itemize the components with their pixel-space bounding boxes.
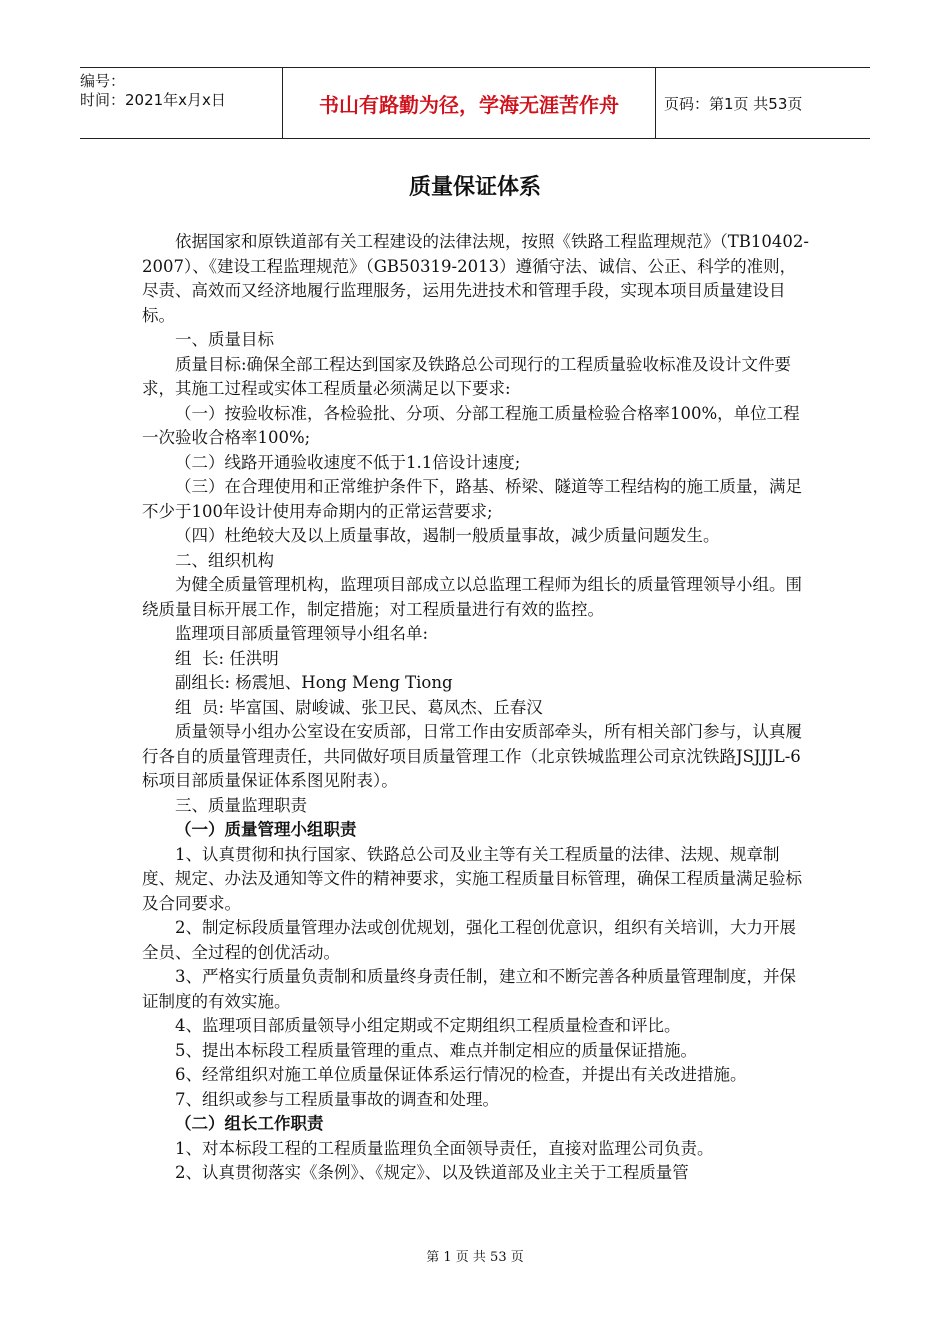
section-heading-2: 二、组织机构 (175, 550, 274, 570)
subsection-heading-group-duties: （一）质量管理小组职责 (175, 820, 357, 839)
intro-paragraph: 依据国家和原铁道部有关工程建设的法律法规，按照《铁路工程监理规范》（TB10402-2007）、《建设工程监理规范》（GB50319-2013）遵循守法、诚信、公正、科学的准则，尽责、高效而又经济地履行监理服务，运用先进技术和管理手段，实现本项目质量建设目标。 (142, 232, 809, 325)
leader-duty-item-1: 1、对本标段工程的工程质量监理负全面领导责任，直接对监理公司负责。 (175, 1138, 714, 1158)
member-leader: 组 长: 任洪明 (175, 648, 279, 668)
document-header (80, 67, 870, 139)
goal-item-4: （四）杜绝较大及以上质量事故，遏制一般质量事故，减少质量问题发生。 (175, 526, 720, 545)
page-footer: 第 1 页 共 53 页 (426, 1250, 524, 1265)
number-label: 编号： (80, 72, 126, 90)
document-title: 质量保证体系 (408, 175, 541, 200)
header-left-cell (80, 68, 282, 138)
duty-item-7: 7、组织或参与工程质量事故的调查和处理。 (175, 1089, 499, 1109)
section-heading-3: 三、质量监理职责 (175, 795, 307, 815)
office-paragraph: 质量领导小组办公室设在安质部，日常工作由安质部牵头，所有相关部门参与，认真履行各自的质量管理责任，共同做好项目质量管理工作（北京铁城监理公司京沈铁路JSJJJL-6标项目部质量保证体系图见附表）。 (142, 722, 802, 790)
goal-item-2: （二）线路开通验收速度不低于1.1倍设计速度; (175, 452, 521, 472)
goal-item-1: （一）按验收标准，各检验批、分项、分部工程施工质量检验合格率100%，单位工程一次验收合格率100%; (142, 403, 800, 447)
duty-item-4: 4、监理项目部质量领导小组定期或不定期组织工程质量检查和评比。 (175, 1016, 681, 1035)
organization-paragraph: 为健全质量管理机构，监理项目部成立以总监理工程师为组长的质量管理领导小组。围绕质量目标开展工作，制定措施；对工程质量进行有效的监控。 (142, 575, 802, 619)
goal-item-3: （三）在合理使用和正常维护条件下，路基、桥梁、隧道等工程结构的施工质量，满足不少于100年设计使用寿命期内的正常运营要求; (142, 477, 802, 521)
member-list-heading: 监理项目部质量管理领导小组名单: (175, 624, 429, 643)
duty-item-2: 2、制定标段质量管理办法或创优规划，强化工程创优意识，组织有关培训，大力开展全员、全过程的创优活动。 (142, 918, 796, 962)
time-label: 时间：2021年x月x日 (80, 91, 226, 109)
document-body (142, 230, 810, 1186)
leader-duty-item-2: 2、认真贯彻落实《条例》、《规定》、以及铁道部及业主关于工程质量管 (175, 1163, 689, 1182)
duty-item-6: 6、经常组织对施工单位质量保证体系运行情况的检查，并提出有关改进措施。 (175, 1065, 747, 1084)
subsection-heading-leader-duties: （二）组长工作职责 (175, 1114, 324, 1133)
duty-item-3: 3、严格实行质量负责制和质量终身责任制，建立和不断完善各种质量管理制度，并保证制度的有效实施。 (142, 967, 796, 1011)
header-page-label: 页码：第1页 共53页 (664, 94, 803, 113)
duty-item-1: 1、认真贯彻和执行国家、铁路总公司及业主等有关工程质量的法律、法规、规章制度、规定、办法及通知等文件的精神要求，实施工程质量目标管理，确保工程质量满足验标及合同要求。 (142, 844, 802, 913)
member-deputy: 副组长: 杨震旭、Hong Meng Tiong (175, 673, 453, 692)
duty-item-5: 5、提出本标段工程质量管理的重点、难点并制定相应的质量保证措施。 (175, 1040, 697, 1060)
member-staff: 组 员: 毕富国、尉峻诚、张卫民、葛凤杰、丘春汉 (175, 697, 543, 717)
quality-goal-paragraph: 质量目标:确保全部工程达到国家及铁路总公司现行的工程质量验收标准及设计文件要求，其施工过程或实体工程质量必须满足以下要求: (142, 354, 792, 398)
section-heading-1: 一、质量目标 (175, 330, 274, 349)
header-motto: 书山有路勤为径，学海无涯苦作舟 (282, 68, 656, 138)
